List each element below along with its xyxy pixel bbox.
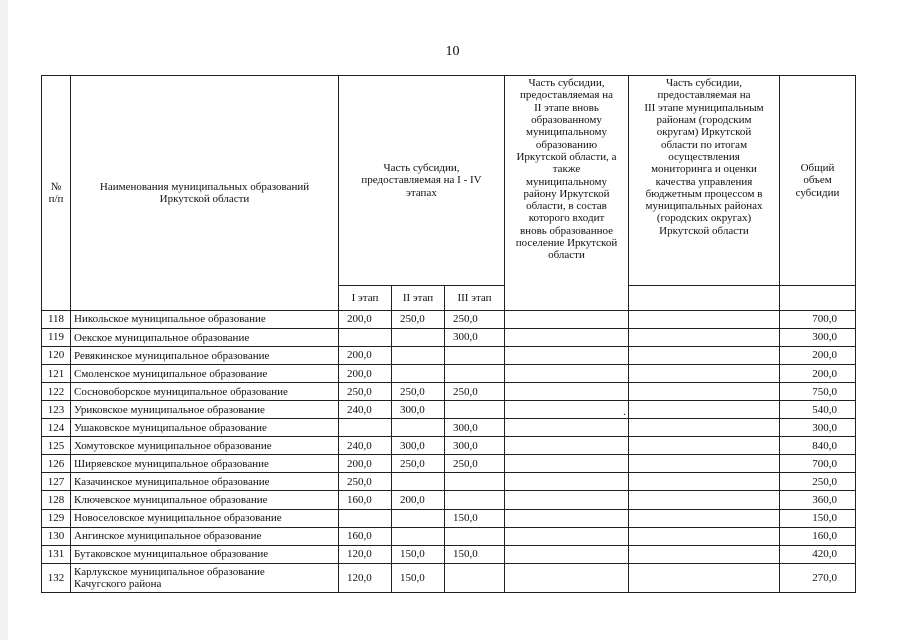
header-stage-3-districts xyxy=(629,76,780,286)
new-municipality-value xyxy=(505,527,629,545)
municipality-name: Ушаковское муниципальное образование xyxy=(71,419,339,437)
header-stage-3-districts-text: Часть субсидии, предоставляемая на III этапе муниципальным районам (городским округам) Иркутской области по итогам осуществления мониторинга и оценки качества управления бюджетным процессом в муниципальных районах (городских округах) Иркутской области xyxy=(644,77,764,237)
municipality-name: Ревякинское муниципальное образование xyxy=(71,347,339,365)
new-municipality-value xyxy=(505,419,629,437)
municipality-name: Уриковское муниципальное образование xyxy=(71,401,339,419)
total-value: 750,0 xyxy=(780,383,856,401)
stage-3-value: 300,0 xyxy=(445,329,505,347)
stage-1-value: 120,0 xyxy=(339,563,392,592)
stage-1-value: 120,0 xyxy=(339,545,392,563)
total-value: 700,0 xyxy=(780,311,856,329)
new-municipality-value xyxy=(505,563,629,592)
new-municipality-value xyxy=(505,329,629,347)
table-row xyxy=(42,455,856,473)
header-total xyxy=(780,76,856,286)
district-value xyxy=(629,437,780,455)
stage-2-value: 300,0 xyxy=(392,401,445,419)
stage-2-value xyxy=(392,419,445,437)
municipality-name: Ангинское муниципальное образование xyxy=(71,527,339,545)
header-sub-stage-3: III этап xyxy=(445,286,505,311)
stage-3-value xyxy=(445,491,505,509)
new-municipality-value xyxy=(505,473,629,491)
stage-3-value xyxy=(445,365,505,383)
row-number: 118 xyxy=(42,311,71,329)
new-municipality-value xyxy=(505,311,629,329)
stage-2-value: 150,0 xyxy=(392,545,445,563)
stray-mark: . xyxy=(623,404,626,418)
district-value xyxy=(629,383,780,401)
district-value xyxy=(629,311,780,329)
row-number: 131 xyxy=(42,545,71,563)
new-municipality-value xyxy=(505,365,629,383)
new-municipality-value xyxy=(505,383,629,401)
total-value: 270,0 xyxy=(780,563,856,592)
new-municipality-value xyxy=(505,437,629,455)
total-value: 360,0 xyxy=(780,491,856,509)
header-stage-3-blank xyxy=(629,286,780,311)
subsidy-table xyxy=(41,75,856,593)
stage-1-value: 240,0 xyxy=(339,401,392,419)
district-value xyxy=(629,365,780,383)
stage-1-value xyxy=(339,419,392,437)
stage-1-value: 250,0 xyxy=(339,473,392,491)
stage-1-value: 160,0 xyxy=(339,527,392,545)
row-number: 132 xyxy=(42,563,71,592)
district-value xyxy=(629,401,780,419)
table-row xyxy=(42,401,856,419)
stage-3-value xyxy=(445,473,505,491)
table-row xyxy=(42,437,856,455)
table-row xyxy=(42,509,856,527)
new-municipality-value xyxy=(505,545,629,563)
table-row xyxy=(42,347,856,365)
stage-3-value xyxy=(445,347,505,365)
total-value: 200,0 xyxy=(780,365,856,383)
row-number: 125 xyxy=(42,437,71,455)
municipality-name: Ширяевское муниципальное образование xyxy=(71,455,339,473)
district-value xyxy=(629,563,780,592)
municipality-name: Сосновоборское муниципальное образование xyxy=(71,383,339,401)
stage-3-value: 150,0 xyxy=(445,545,505,563)
total-value: 300,0 xyxy=(780,419,856,437)
header-num xyxy=(42,76,71,311)
header-stages-1-4 xyxy=(339,76,505,286)
stage-1-value: 240,0 xyxy=(339,437,392,455)
stage-1-value: 250,0 xyxy=(339,383,392,401)
municipality-name: Новоселовское муниципальное образование xyxy=(71,509,339,527)
stage-3-value: 150,0 xyxy=(445,509,505,527)
header-total-text: Общий объем субсидии xyxy=(795,162,840,199)
total-value: 200,0 xyxy=(780,347,856,365)
row-number: 122 xyxy=(42,383,71,401)
total-value: 840,0 xyxy=(780,437,856,455)
stage-1-value: 160,0 xyxy=(339,491,392,509)
stage-1-value: 200,0 xyxy=(339,347,392,365)
total-value: 700,0 xyxy=(780,455,856,473)
stage-3-value: 250,0 xyxy=(445,383,505,401)
page-edge xyxy=(0,0,8,640)
stage-1-value xyxy=(339,329,392,347)
table-row xyxy=(42,473,856,491)
header-sub-stage-2: II этап xyxy=(392,286,445,311)
row-number: 124 xyxy=(42,419,71,437)
stage-2-value xyxy=(392,509,445,527)
row-number: 128 xyxy=(42,491,71,509)
municipality-name: Ключевское муниципальное образование xyxy=(71,491,339,509)
table-row xyxy=(42,545,856,563)
stage-2-value xyxy=(392,329,445,347)
municipality-name: Карлукское муниципальное образование Качугского района xyxy=(71,563,339,592)
stage-2-value xyxy=(392,365,445,383)
district-value xyxy=(629,509,780,527)
table-row xyxy=(42,365,856,383)
total-value: 420,0 xyxy=(780,545,856,563)
district-value xyxy=(629,545,780,563)
header-total-blank xyxy=(780,286,856,311)
new-municipality-value xyxy=(505,509,629,527)
row-number: 126 xyxy=(42,455,71,473)
total-value: 250,0 xyxy=(780,473,856,491)
stage-1-value: 200,0 xyxy=(339,455,392,473)
district-value xyxy=(629,527,780,545)
stage-2-value: 150,0 xyxy=(392,563,445,592)
stage-3-value: 250,0 xyxy=(445,455,505,473)
stage-1-value: 200,0 xyxy=(339,311,392,329)
municipality-name: Казачинское муниципальное образование xyxy=(71,473,339,491)
header-name xyxy=(71,76,339,311)
row-number: 123 xyxy=(42,401,71,419)
row-number: 119 xyxy=(42,329,71,347)
total-value: 300,0 xyxy=(780,329,856,347)
district-value xyxy=(629,329,780,347)
row-number: 120 xyxy=(42,347,71,365)
stage-3-value: 250,0 xyxy=(445,311,505,329)
table-row xyxy=(42,563,856,592)
stage-2-value: 300,0 xyxy=(392,437,445,455)
municipality-name: Бутаковское муниципальное образование xyxy=(71,545,339,563)
header-name-text: Наименования муниципальных образований Иркутской области xyxy=(99,180,310,205)
district-value xyxy=(629,419,780,437)
stage-2-value: 200,0 xyxy=(392,491,445,509)
stage-3-value xyxy=(445,401,505,419)
table-row xyxy=(42,419,856,437)
district-value xyxy=(629,473,780,491)
table-row xyxy=(42,383,856,401)
row-number: 127 xyxy=(42,473,71,491)
stage-2-value: 250,0 xyxy=(392,455,445,473)
total-value: 540,0 xyxy=(780,401,856,419)
stage-3-value: 300,0 xyxy=(445,437,505,455)
table-row xyxy=(42,491,856,509)
stage-2-value xyxy=(392,473,445,491)
header-num-text: № п/п xyxy=(48,180,64,205)
new-municipality-value xyxy=(505,491,629,509)
stage-1-value: 200,0 xyxy=(339,365,392,383)
municipality-name: Никольское муниципальное образование xyxy=(71,311,339,329)
stage-2-value xyxy=(392,527,445,545)
new-municipality-value xyxy=(505,401,629,419)
new-municipality-value xyxy=(505,455,629,473)
total-value: 150,0 xyxy=(780,509,856,527)
municipality-name: Оекское муниципальное образование xyxy=(71,329,339,347)
stage-2-value xyxy=(392,347,445,365)
table-row xyxy=(42,311,856,329)
table-row xyxy=(42,527,856,545)
new-municipality-value xyxy=(505,347,629,365)
header-stages-1-4-text: Часть субсидии, предоставляемая на I - IV этапах xyxy=(361,162,482,199)
stage-2-value: 250,0 xyxy=(392,311,445,329)
stage-3-value: 300,0 xyxy=(445,419,505,437)
page-number: 10 xyxy=(445,44,460,59)
stage-3-value xyxy=(445,563,505,592)
municipality-name: Смоленское муниципальное образование xyxy=(71,365,339,383)
header-sub-stage-1: I этап xyxy=(339,286,392,311)
header-stage-2-new-text: Часть субсидии, предоставляемая на II этапе вновь образованному муниципальному образованию Иркутской области, а также муниципальному району Иркутской области, в состав которого входит вновь образованное поселение Иркутской области xyxy=(515,77,618,262)
table-row xyxy=(42,329,856,347)
district-value xyxy=(629,455,780,473)
district-value xyxy=(629,491,780,509)
stage-1-value xyxy=(339,509,392,527)
stage-2-value: 250,0 xyxy=(392,383,445,401)
stage-3-value xyxy=(445,527,505,545)
total-value: 160,0 xyxy=(780,527,856,545)
municipality-name: Хомутовское муниципальное образование xyxy=(71,437,339,455)
row-number: 129 xyxy=(42,509,71,527)
row-number: 121 xyxy=(42,365,71,383)
header-stage-2-new xyxy=(505,76,629,311)
district-value xyxy=(629,347,780,365)
row-number: 130 xyxy=(42,527,71,545)
